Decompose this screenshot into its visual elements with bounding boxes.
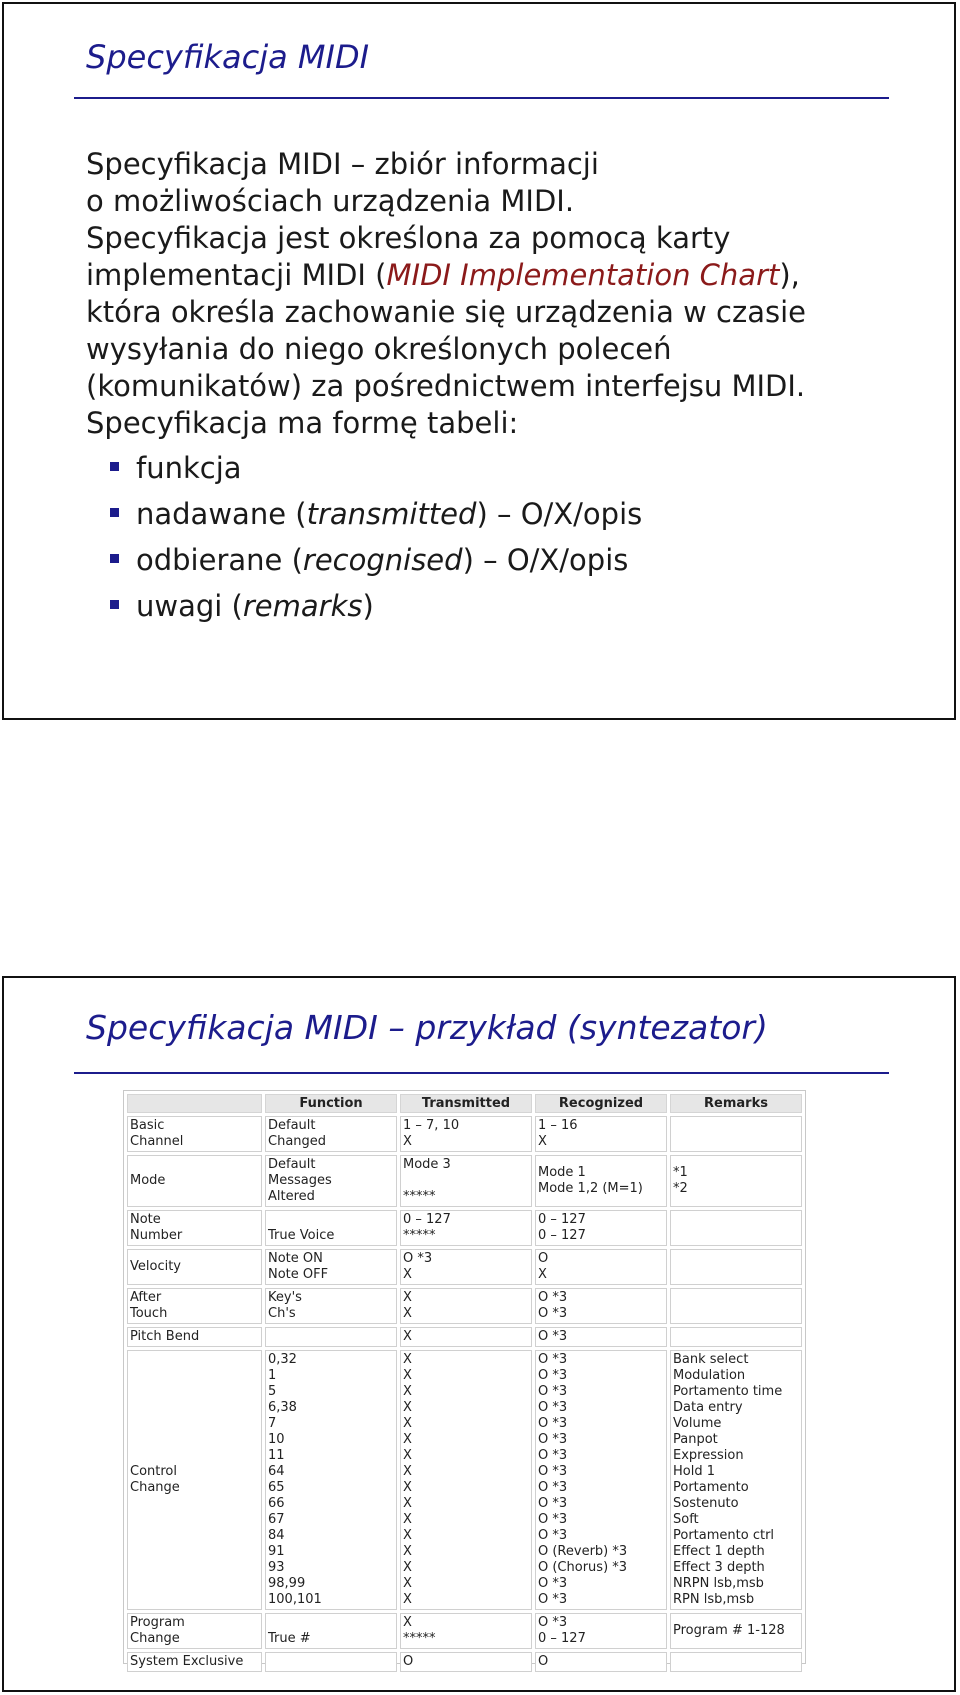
table-row — [127, 1210, 802, 1246]
table-row — [127, 1350, 802, 1610]
cell-function — [265, 1327, 397, 1347]
bullet-square-icon — [110, 462, 119, 471]
row-name: Pitch Bend — [127, 1327, 262, 1347]
cell-transmitted: X ***** — [400, 1613, 532, 1649]
row-name: Control Change — [127, 1350, 262, 1610]
text-run: implementacji MIDI ( — [86, 258, 387, 292]
cell-remarks — [670, 1288, 802, 1324]
cell-function: True # — [265, 1613, 397, 1649]
row-name: Note Number — [127, 1210, 262, 1246]
table-row — [127, 1613, 802, 1649]
cell-recognized: Mode 1 Mode 1,2 (M=1) — [535, 1155, 667, 1207]
title-divider — [74, 97, 889, 99]
cell-recognized: 0 – 127 0 – 127 — [535, 1210, 667, 1246]
slide-2 — [2, 976, 956, 1692]
cell-function — [265, 1652, 397, 1672]
cell-transmitted: X X — [400, 1288, 532, 1324]
cell-transmitted: 1 – 7, 10 X — [400, 1116, 532, 1152]
table-row — [127, 1327, 802, 1347]
title-divider — [74, 1072, 889, 1074]
slide-body — [86, 146, 936, 629]
bullet-square-icon — [110, 508, 119, 517]
cell-remarks — [670, 1210, 802, 1246]
header-blank — [127, 1094, 262, 1113]
body-line — [86, 257, 936, 294]
slide-title: Specyfikacja MIDI — [86, 38, 370, 76]
cell-remarks — [670, 1327, 802, 1347]
body-line: która określa zachowanie się urządzenia w czasie — [86, 295, 806, 329]
cell-recognized: O *3 — [535, 1327, 667, 1347]
cell-recognized: O — [535, 1652, 667, 1672]
cell-recognized: O *3 0 – 127 — [535, 1613, 667, 1649]
cell-remarks — [670, 1652, 802, 1672]
row-name: Velocity — [127, 1249, 262, 1285]
cell-transmitted: X — [400, 1327, 532, 1347]
cell-transmitted: 0 – 127 ***** — [400, 1210, 532, 1246]
cell-function: 0,32 1 5 6,38 7 10 11 64 65 66 67 84 91 93 98,99 100,101 — [265, 1350, 397, 1610]
table-row — [127, 1652, 802, 1672]
bullet-item: odbierane (recognised) – O/X/opis — [86, 537, 936, 583]
body-line: Specyfikacja MIDI – zbiór informacji — [86, 147, 599, 181]
cell-transmitted: O *3 X — [400, 1249, 532, 1285]
header-cell: Recognized — [535, 1094, 667, 1113]
body-line: (komunikatów) za pośrednictwem interfejsu MIDI. — [86, 369, 806, 403]
body-line: o możliwościach urządzenia MIDI. — [86, 184, 575, 218]
header-cell: Function — [265, 1094, 397, 1113]
row-name: Basic Channel — [127, 1116, 262, 1152]
cell-remarks: *1 *2 — [670, 1155, 802, 1207]
cell-transmitted: Mode 3 ***** — [400, 1155, 532, 1207]
bullet-item: nadawane (transmitted) – O/X/opis — [86, 491, 936, 537]
cell-recognized: O *3 O *3 O *3 O *3 O *3 O *3 O *3 O *3 O *3 O *3 O *3 O *3 O (Reverb) *3 O (Chorus) *3 O *3 O *3 — [535, 1350, 667, 1610]
row-name: Mode — [127, 1155, 262, 1207]
table-header-row — [127, 1094, 802, 1113]
cell-remarks: Program # 1-128 — [670, 1613, 802, 1649]
midi-table — [124, 1091, 805, 1675]
cell-recognized: O X — [535, 1249, 667, 1285]
slide-1 — [2, 2, 956, 720]
slide-title: Specyfikacja MIDI – przykład (syntezator) — [86, 1008, 768, 1047]
row-name: After Touch — [127, 1288, 262, 1324]
cell-recognized: O *3 O *3 — [535, 1288, 667, 1324]
table-row — [127, 1288, 802, 1324]
midi-implementation-chart — [123, 1090, 806, 1669]
emphasis-term: MIDI Implementation Chart — [386, 258, 780, 292]
cell-recognized: 1 – 16 X — [535, 1116, 667, 1152]
body-line: Specyfikacja ma formę tabeli: — [86, 406, 519, 440]
cell-function: Default Changed — [265, 1116, 397, 1152]
bullet-item: uwagi (remarks) — [86, 583, 936, 629]
cell-function: True Voice — [265, 1210, 397, 1246]
header-cell: Remarks — [670, 1094, 802, 1113]
bullet-square-icon — [110, 554, 119, 563]
cell-function: Default Messages Altered — [265, 1155, 397, 1207]
cell-remarks: Bank select Modulation Portamento time Data entry Volume Panpot Expression Hold 1 Portamento Sostenuto Soft Portamento ctrl Effect 1 depth Effect 3 depth NRPN lsb,msb RPN lsb,msb — [670, 1350, 802, 1610]
bullet-square-icon — [110, 600, 119, 609]
text-run: ), — [779, 258, 800, 292]
cell-transmitted: X X X X X X X X X X X X X X X X — [400, 1350, 532, 1610]
table-row — [127, 1249, 802, 1285]
row-name: Program Change — [127, 1613, 262, 1649]
table-row — [127, 1116, 802, 1152]
body-line: wysyłania do niego określonych poleceń — [86, 332, 672, 366]
cell-remarks — [670, 1116, 802, 1152]
row-name: System Exclusive — [127, 1652, 262, 1672]
table-row — [127, 1155, 802, 1207]
bullet-item: funkcja — [86, 445, 936, 491]
cell-transmitted: O — [400, 1652, 532, 1672]
cell-remarks — [670, 1249, 802, 1285]
cell-function: Note ON Note OFF — [265, 1249, 397, 1285]
cell-function: Key's Ch's — [265, 1288, 397, 1324]
bullet-list — [86, 445, 936, 629]
body-line: Specyfikacja jest określona za pomocą karty — [86, 221, 731, 255]
header-cell: Transmitted — [400, 1094, 532, 1113]
